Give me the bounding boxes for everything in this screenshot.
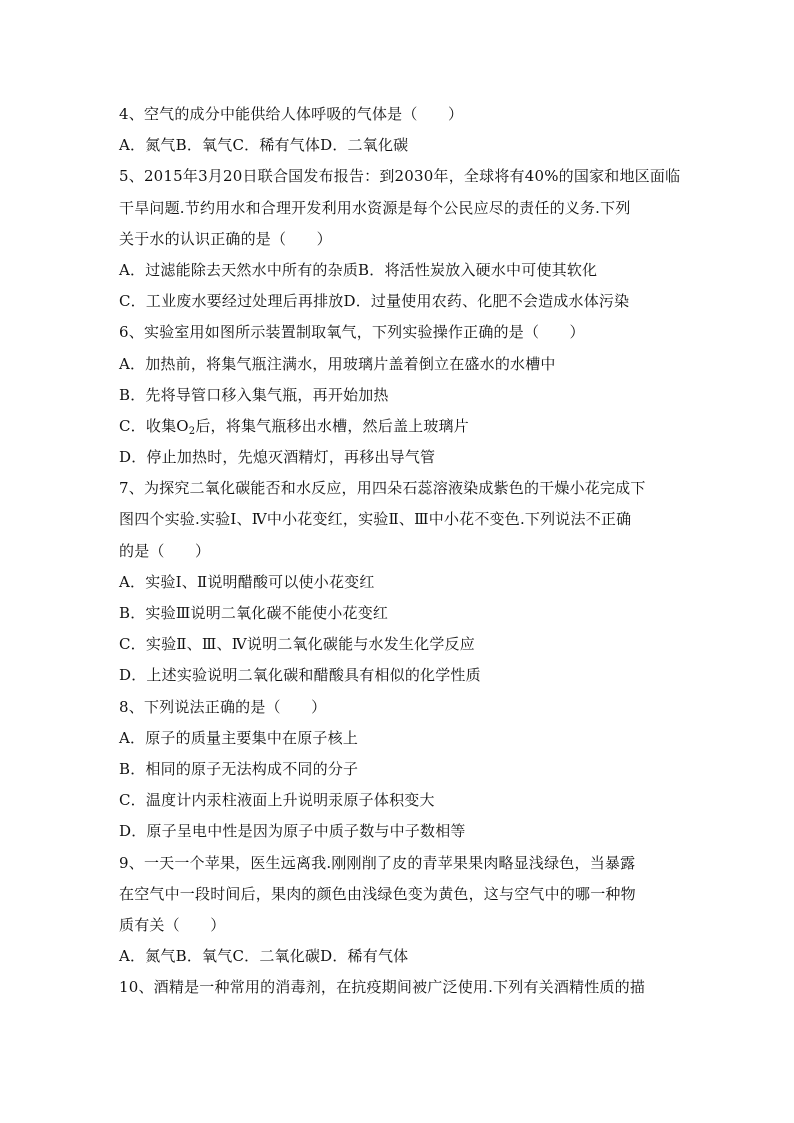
question-stem-line: 5、2015年3月20日联合国发布报告：到2030年，全球将有40%的国家和地区面临	[119, 167, 681, 186]
question-block	[119, 848, 679, 973]
question-stem-line: 的是（ ）	[119, 541, 211, 560]
question-stem-line: 干旱问题.节约用水和合理开发利用水资源是每个公民应尽的责任的义务.下列	[119, 198, 631, 217]
answer-option: B．相同的原子无法构成不同的分子	[119, 759, 359, 778]
answer-option: A．加热前，将集气瓶注满水，用玻璃片盖着倒立在盛水的水槽中	[119, 354, 556, 373]
answer-option: C．实验Ⅱ、Ⅲ、Ⅳ说明二氧化碳能与水发生化学反应	[119, 635, 475, 654]
answer-option: C．温度计内汞柱液面上升说明汞原子体积变大	[119, 791, 435, 810]
answer-option: A．原子的质量主要集中在原子核上	[119, 728, 359, 747]
answer-option: C．工业废水要经过处理后再排放D．过量使用农药、化肥不会造成水体污染	[119, 292, 630, 311]
answer-option: A．氮气B．氧气C．二氧化碳D．稀有气体	[119, 947, 409, 966]
question-stem-line: 10、酒精是一种常用的消毒剂，在抗疫期间被广泛使用.下列有关酒精性质的描	[119, 978, 646, 997]
question-block	[119, 317, 679, 473]
question-block	[119, 99, 679, 161]
question-block	[119, 692, 679, 848]
question-stem-line: 4、空气的成分中能供给人体呼吸的气体是（ ）	[119, 105, 464, 123]
option-text: 后，将集气瓶移出水槽，然后盖上玻璃片	[195, 416, 469, 435]
question-stem-line: 关于水的认识正确的是（ ）	[119, 229, 332, 248]
question-stem-line: 9、一天一个苹果，医生远离我.刚刚削了皮的青苹果果肉略显浅绿色，当暴露	[119, 853, 636, 872]
question-stem-line: 质有关（ ）	[119, 915, 226, 934]
question-stem-line: 图四个实验.实验Ⅰ、Ⅳ中小花变红，实验Ⅱ、Ⅲ中小花不变色.下列说法不正确	[119, 510, 632, 529]
answer-option: A．过滤能除去天然水中所有的杂质B．将活性炭放入硬水中可使其软化	[119, 260, 598, 279]
question-list	[119, 99, 679, 1003]
answer-option: D．停止加热时，先熄灭酒精灯，再移出导气管	[119, 448, 436, 467]
subscript: 2	[188, 425, 196, 437]
question-stem-line: 7、为探究二氧化碳能否和水反应，用四朵石蕊溶液染成紫色的干燥小花完成下	[119, 479, 646, 498]
answer-option: D．上述实验说明二氧化碳和醋酸具有相似的化学性质	[119, 666, 481, 685]
answer-option: D．原子呈电中性是因为原子中质子数与中子数相等	[119, 822, 466, 841]
question-block	[119, 473, 679, 691]
question-stem-line: 在空气中一段时间后，果肉的颜色由浅绿色变为黄色，这与空气中的哪一种物	[119, 884, 636, 903]
option-text: C．收集O	[119, 416, 189, 435]
answer-option: A．实验Ⅰ、Ⅱ说明醋酸可以使小花变红	[119, 572, 375, 591]
answer-option: B．实验Ⅲ说明二氧化碳不能使小花变红	[119, 604, 389, 622]
question-block	[119, 972, 679, 1003]
question-block	[119, 161, 679, 317]
answer-option	[119, 411, 679, 442]
question-stem-line: 8、下列说法正确的是（ ）	[119, 697, 327, 716]
question-stem-line: 6、实验室用如图所示装置制取氧气，下列实验操作正确的是（ ）	[119, 323, 585, 342]
answer-option: B．先将导管口移入集气瓶，再开始加热	[119, 385, 389, 404]
answer-option: A．氮气B．氧气C．稀有气体D．二氧化碳	[119, 136, 409, 155]
